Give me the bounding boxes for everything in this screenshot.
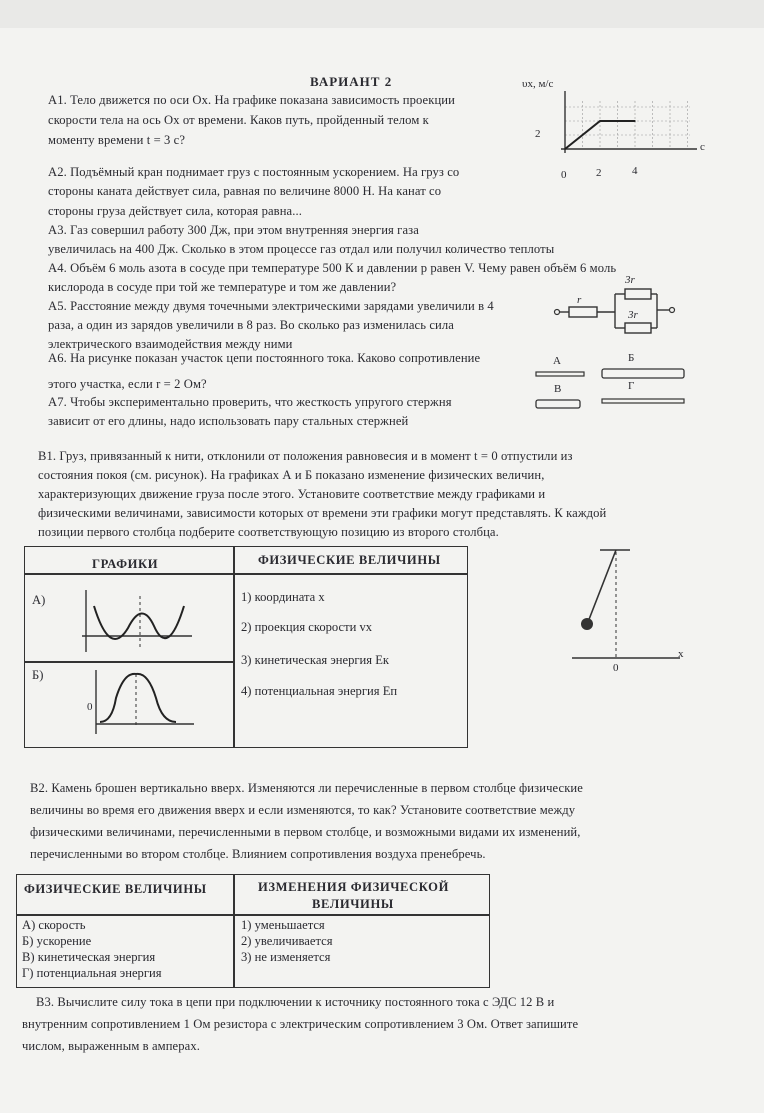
pendulum-zero-label: 0 xyxy=(613,662,619,674)
task-a3-line-2: увеличилась на 400 Дж. Сколько в этом процессе газ отдал или получил количество теплоты xyxy=(48,242,555,256)
task-b3-line-2: внутренним сопротивлением 1 Ом резистора с электрическим сопротивлением 3 Ом. Ответ запишите xyxy=(22,1017,579,1031)
task-a3-line-1: А3. Газ совершил работу 300 Дж, при этом внутренняя энергия газа xyxy=(48,223,419,237)
rod-label-b: Б xyxy=(628,352,635,364)
task-b3-line-3: числом, выраженным в амперах. xyxy=(22,1039,200,1053)
task-b2-line-1: В2. Камень брошен вертикально вверх. Изменяются ли перечисленные в первом столбце физические xyxy=(30,781,583,795)
b2-left-a: А) скорость xyxy=(22,918,86,932)
task-a2-line-3: стороны груза действует сила, которая равна... xyxy=(48,204,302,218)
b1-option-4: 4) потенциальная энергия Еп xyxy=(241,684,398,698)
graph-x-tick-0: 0 xyxy=(561,169,567,181)
b2-right-1: 1) уменьшается xyxy=(241,918,325,932)
task-b1-line-3: характеризующих движение груза после этого. Установите соответствие между графиками и xyxy=(38,487,546,501)
graph-y-label: υx, м/с xyxy=(522,78,554,90)
circuit-top-label: 3r xyxy=(625,274,635,286)
task-a4-line-1: А4. Объём 6 моль азота в сосуде при температуре 500 К и давлении р равен V. Чему равен объём 6 моль xyxy=(48,261,617,275)
b2-left-g: Г) потенциальная энергия xyxy=(22,966,162,980)
worksheet-page xyxy=(0,28,764,1113)
task-b2-line-2: величины во время его движения вверх и если изменяются, то как? Установите соответствие между xyxy=(30,803,576,817)
b2-left-v: В) кинетическая энергия xyxy=(22,950,156,964)
rod-label-a: А xyxy=(553,355,561,367)
graph-x-label: с xyxy=(700,141,705,153)
b2-header-changes-2: ВЕЛИЧИНЫ xyxy=(312,897,394,911)
b1-row-b-label: Б) xyxy=(32,668,44,682)
task-a6-line-1: А6. На рисунке показан участок цепи постоянного тока. Каково сопротивление xyxy=(48,351,481,365)
velocity-point-1 xyxy=(599,120,601,122)
graph-y-tick: 2 xyxy=(535,128,541,140)
task-a4-line-2: кислорода в сосуде при той же температуре и том же давлении? xyxy=(48,280,397,294)
task-b1-line-5: позиции первого столбца подберите соответствующую позицию из второго столбца. xyxy=(38,525,499,539)
task-a5-line-1: А5. Расстояние между двумя точечными электрическими зарядами увеличили в 4 xyxy=(48,299,494,313)
rod-label-g: Г xyxy=(628,380,635,392)
b1-graph-b-zero: 0 xyxy=(87,701,93,713)
b2-left-b: Б) ускорение xyxy=(22,934,92,948)
b1-option-1: 1) координата x xyxy=(241,590,325,604)
variant-title: ВАРИАНТ 2 xyxy=(310,74,393,89)
task-a1-line-1: А1. Тело движется по оси Ох. На графике показана зависимость проекции xyxy=(48,93,455,107)
b2-right-3: 3) не изменяется xyxy=(241,950,331,964)
task-b1-line-1: В1. Груз, привязанный к нити, отклонили от положения равновесия и в момент t = 0 отпустили из xyxy=(38,449,573,463)
b2-header-changes-1: ИЗМЕНЕНИЯ ФИЗИЧЕСКОЙ xyxy=(258,880,449,894)
velocity-point-2 xyxy=(634,120,636,122)
task-b2-line-4: перечисленными во втором столбце. Влиянием сопротивления воздуха пренебречь. xyxy=(30,847,486,861)
circuit-r-label: r xyxy=(577,294,582,306)
b1-graph-a xyxy=(80,588,200,658)
task-b1-line-2: состояния покоя (см. рисунок). На графиках А и Б показано изменение физических величин, xyxy=(38,468,545,482)
b1-option-2: 2) проекция скорости vx xyxy=(241,620,373,634)
rod-label-v: В xyxy=(554,383,562,395)
task-a6-line-2: этого участка, если r = 2 Ом? xyxy=(48,377,207,391)
task-a1-line-3: моменту времени t = 3 с? xyxy=(48,133,186,147)
graph-x-tick-2: 2 xyxy=(596,167,602,179)
b1-graph-b xyxy=(84,668,204,738)
b2-right-2: 2) увеличивается xyxy=(241,934,333,948)
velocity-point-0 xyxy=(564,148,566,150)
b2-header-quantities: ФИЗИЧЕСКИЕ ВЕЛИЧИНЫ xyxy=(24,882,207,896)
b1-row-a-label: А) xyxy=(32,593,46,607)
task-a5-line-2: раза, а один из зарядов увеличили в 8 раз. Во сколько раз изменилась сила xyxy=(48,318,454,332)
task-a7-line-1: А7. Чтобы экспериментально проверить, что жесткость упругого стержня xyxy=(48,395,452,409)
circuit-bottom-label: 3r xyxy=(628,309,638,321)
task-a5-line-3: электрического взаимодействия между ними xyxy=(48,337,293,351)
pendulum-axis-label: x xyxy=(678,648,684,660)
task-b1-line-4: физическими величинами, зависимости которых от времени эти графики могут представлять. К каждой xyxy=(38,506,607,520)
task-b3-line-1: В3. Вычислите силу тока в цепи при подключении к источнику постоянного тока с ЭДС 12 В и xyxy=(36,995,555,1009)
task-a2-line-1: А2. Подъёмный кран поднимает груз с постоянным ускорением. На груз со xyxy=(48,165,460,179)
task-b2-line-3: физическими величинами, перечисленными в первом столбце, и возможными видами их изменений, xyxy=(30,825,581,839)
b1-option-3: 3) кинетическая энергия Ек xyxy=(241,653,390,667)
b1-header-graphs: ГРАФИКИ xyxy=(92,557,159,571)
task-a2-line-2: стороны каната действует сила, равная по величине 8000 Н. На канат со xyxy=(48,184,442,198)
task-a7-line-2: зависит от его длины, надо использовать пару стальных стержней xyxy=(48,414,409,428)
b1-header-quantities: ФИЗИЧЕСКИЕ ВЕЛИЧИНЫ xyxy=(258,553,441,567)
graph-x-tick-4: 4 xyxy=(632,165,638,177)
task-a1-line-2: скорости тела на ось Ох от времени. Каков путь, пройденный телом к xyxy=(48,113,429,127)
